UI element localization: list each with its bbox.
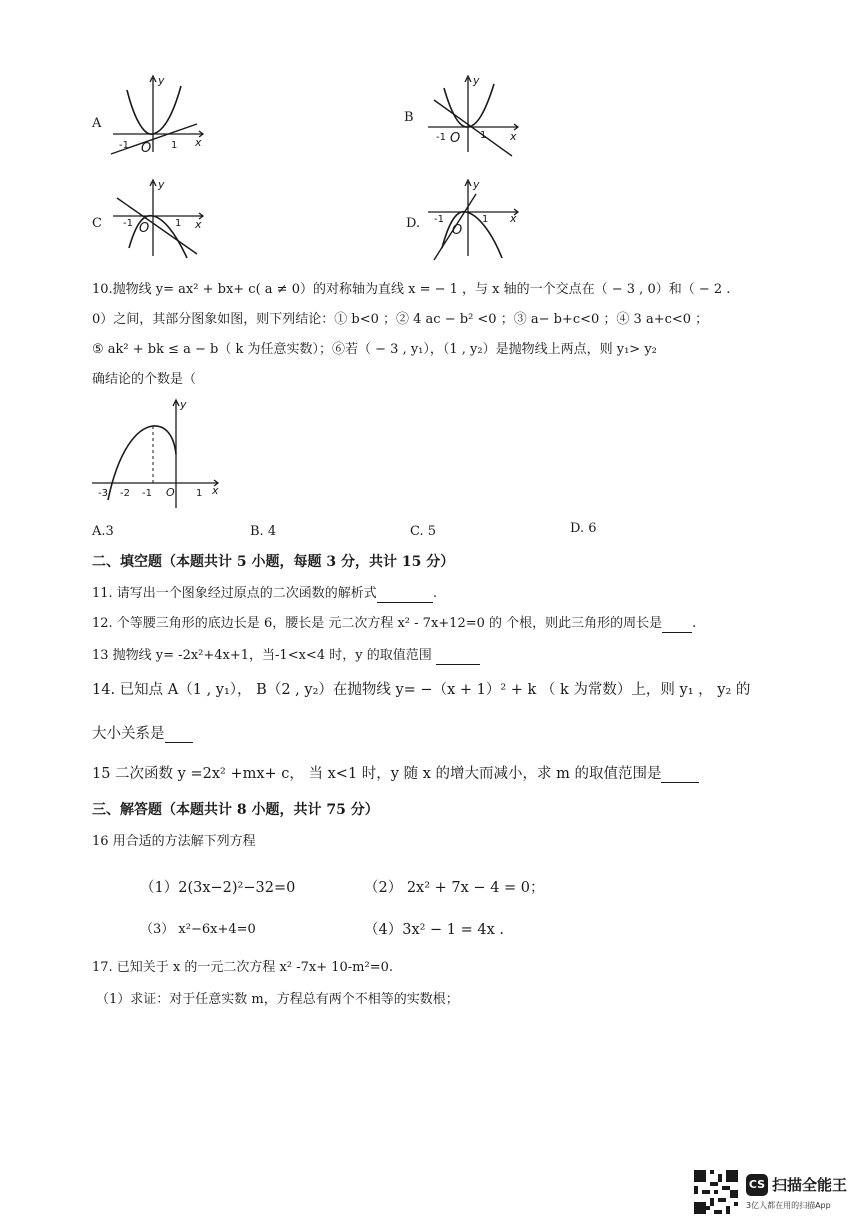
q14-line-1: 14. 已知点 A（1 , y₁）， B（2 , y₂）在抛物线 y= −（x + 1）² + k （ k 为常数）上，则 y₁ ， y₂ 的 [92, 682, 751, 698]
q11-text: 11. 请写出一个图象经过原点的二次函数的解析式 [92, 586, 377, 601]
tick-label-minus-3: -3 [98, 488, 108, 499]
q11 [92, 586, 437, 603]
tick-label-pos: 1 [482, 214, 489, 225]
q10-option-b: B. 4 [250, 524, 277, 539]
tick-label-pos: 1 [175, 218, 182, 229]
straight-line [434, 100, 512, 156]
q13-text: 13 抛物线 y= -2x²+4x+1，当-1<x<4 时，y 的取值范围 [92, 648, 432, 663]
q12-blank [662, 616, 692, 633]
axis-label-y: y [158, 74, 165, 87]
axis-label-y: y [473, 74, 480, 87]
tick-label-neg: -1 [434, 214, 444, 225]
origin-label: O [139, 221, 150, 236]
axis-label-x: x [212, 484, 219, 497]
q17-part-1: （1）求证：对于任意实数 m，方程总有两个不相等的实数根； [96, 992, 459, 1007]
parabola-curve [127, 86, 181, 134]
qr-code-icon [694, 1170, 738, 1214]
q12-text: 12. 个等腰三角形的底边长是 6，腰长是 元二次方程 x² - 7x+12=0 的 个根，则此三角形的周长是 [92, 616, 663, 631]
option-label-b: B [404, 110, 414, 125]
q14-line-2-wrap [92, 726, 193, 743]
axis-label-y: y [180, 398, 187, 411]
q10-option-a: A.3 [92, 524, 114, 539]
camscanner-logo-icon: CS [746, 1174, 768, 1196]
q10-graph [92, 396, 232, 512]
graph-c [105, 176, 215, 258]
q10-option-c: C. 5 [410, 524, 437, 539]
q14-blank [165, 726, 193, 743]
axis-label-x: x [195, 218, 202, 231]
q16-part-3: （3） x²−6x+4=0 [140, 922, 256, 937]
q16-part-1: （1）2(3x−2)²−32=0 [140, 880, 296, 896]
q12-end: . [692, 616, 697, 631]
option-label-c: C [92, 216, 102, 231]
q16-part-2: （2） 2x² + 7x − 4 = 0； [364, 880, 545, 896]
q13 [92, 648, 480, 665]
section-3-title: 三、解答题（本题共计 8 小题，共计 75 分） [92, 802, 379, 818]
tick-label-neg: -1 [436, 132, 446, 143]
q10-line-3: ⑤ ak² + bk ≤ a − b（ k 为任意实数）；⑥若（ − 3 , y₁），（1 , y₂）是抛物线上两点，则 y₁> y₂ [92, 342, 657, 357]
graph-d [420, 176, 530, 258]
brand-tagline: 3亿人都在用的扫描App [746, 1201, 831, 1210]
tick-label-minus-2: -2 [120, 488, 130, 499]
q10-line-4: 确结论的个数是（ [92, 372, 197, 387]
axis-label-y: y [158, 178, 165, 191]
origin-label: O [166, 486, 175, 499]
parabola-curve [442, 212, 502, 258]
origin-label: O [452, 223, 463, 238]
option-label-d: D. [406, 216, 421, 231]
q16-title: 16 用合适的方法解下列方程 [92, 834, 256, 849]
q10-line-2: 0）之间，其部分图象如图，则下列结论：① b<0 ；② 4 ac − b² <0 ；③ a− b+c<0 ；④ 3 a+c<0 ； [92, 312, 709, 327]
q14-line-2: 大小关系是 [92, 726, 165, 742]
tick-label-pos: 1 [480, 130, 487, 141]
tick-label-neg: -1 [119, 140, 129, 151]
q15-text: 15 二次函数 y =2x² +mx+ c， 当 x<1 时，y 随 x 的增大而减小，求 m 的取值范围是 [92, 766, 662, 782]
parabola-curve [444, 84, 494, 127]
origin-label: O [450, 131, 461, 146]
tick-label-minus-1: -1 [142, 488, 152, 499]
brand-name: 扫描全能王 [772, 1176, 848, 1194]
axis-label-x: x [510, 212, 517, 225]
q13-blank [436, 648, 480, 665]
q10-line-1: 10.抛物线 y= ax² + bx+ c( a ≠ 0）的对称轴为直线 x = − 1 ，与 x 轴的一个交点在（ − 3 , 0）和（ − 2 . [92, 282, 731, 297]
option-label-a: A [92, 116, 102, 131]
q10-option-d: D. 6 [570, 521, 597, 536]
q11-blank [377, 586, 433, 603]
tick-label-pos: 1 [171, 140, 178, 151]
axis-label-y: y [473, 178, 480, 191]
q16-part-4: （4）3x² − 1 = 4x . [364, 922, 505, 938]
q17-title: 17. 已知关于 x 的一元二次方程 x² -7x+ 10-m²=0. [92, 960, 393, 975]
axis-label-x: x [510, 130, 517, 143]
origin-label: O [141, 141, 152, 156]
axis-label-x: x [195, 136, 202, 149]
q15-blank [661, 766, 699, 783]
section-2-title: 二、填空题（本题共计 5 小题，每题 3 分，共计 15 分） [92, 554, 455, 570]
q11-end: . [432, 586, 437, 601]
q12 [92, 616, 696, 633]
graph-a [105, 72, 215, 154]
tick-label-neg: -1 [123, 218, 133, 229]
tick-label-1: 1 [196, 488, 203, 499]
q15 [92, 766, 699, 783]
graph-b [420, 72, 530, 154]
